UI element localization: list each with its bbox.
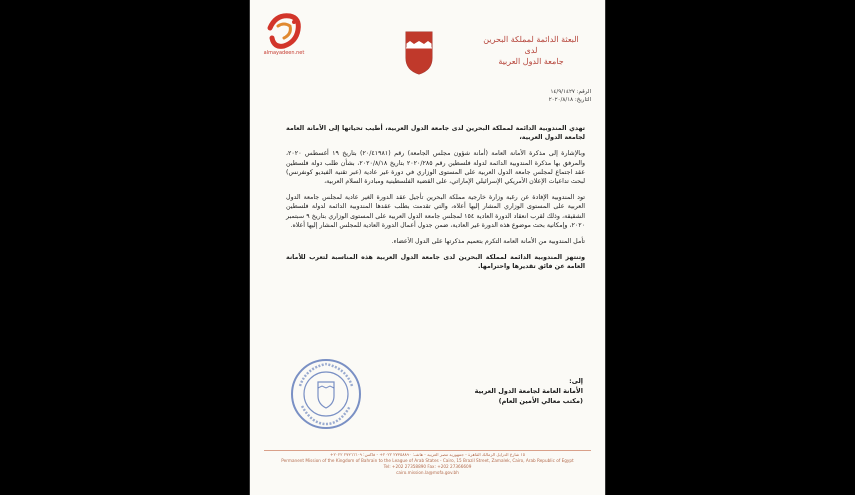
- intro-paragraph: تهدي المندوبية الدائمة لمملكة البحرين لدى جامعة الدول العربية، أطيب تحياتها إلى الأمانة العامة لجامعة الدول العربية،: [286, 125, 585, 142]
- paragraph-3: تأمل المندوبية من الأمانة العامة التكرم بتعميم مذكرتها على الدول الأعضاء.: [391, 238, 585, 246]
- bahrain-coat-of-arms-icon: [402, 30, 436, 76]
- almayadeen-logo-icon: [264, 8, 304, 66]
- org-line-3: جامعة الدول العربية: [498, 57, 564, 66]
- footer-address-arabic: ١٥ شارع الدرايل الزمالك القاهرة - جمهورية مصر العربية - هاتف: ٢٧٣٥٨٨٩٠ ٢٠٢٢+ - فاكس: ٢٧٣٦٦٦٠٩ ٢٠٢٢+: [329, 452, 526, 457]
- recipient-line-2: (مكتب معالي الأمين العام): [498, 397, 583, 405]
- org-line-1: البعثة الدائمة لمملكة البحرين: [483, 35, 579, 44]
- to-label: إلى:: [569, 377, 583, 385]
- letter-date: التاريخ: ٢٠٢٠/٨/١٨: [548, 97, 591, 103]
- footer-email: cairo.mission.la@mofa.gov.bh: [396, 470, 459, 475]
- letter-footer: [264, 452, 591, 476]
- official-seal-stamp-icon: [288, 356, 364, 432]
- organization-name: [471, 34, 591, 67]
- closing-block: [383, 376, 583, 406]
- footer-divider: [264, 450, 591, 451]
- watermark-caption: almayadeen.net: [263, 50, 305, 56]
- footer-contact: Tel: +202 27358890 Fax: +202 27366609: [383, 464, 472, 469]
- letter-page: [250, 0, 605, 495]
- paragraph-1: وبالإشارة إلى مذكرة الأمانة العامة (أمانة شؤون مجلس الجامعة) رقم (٢٠/٤١٩٨١) بتاريخ ١٩ أغسطس ٢٠٢٠، والمرفق بها مذكرة المندوبية الدائمة لدولة فلسطين رقم ٢٠٢٠/٢٨٥ بتاريخ ٢٠٢٠/٨/١٨، بشأن طلب دولة فلسطين عقد اجتماع لمجلس جامعة الدول العربية على المستوى الوزاري في دورة غير عادية (عبر تقنية الفيديو كونفرنس) لبحث تداعيات الإعلان الأمريكي الإسرائيلي الإماراتي، على القضية الفلسطينية ومبادرة السلام العربية،: [286, 150, 585, 186]
- letter-body: [286, 124, 585, 279]
- footer-address-english: Permanent Mission of the Kingdom of Bahrain to the League of Arab States - Cairo, 15 Brazil Street, Zamalek, Cairo, Arab Republic of Egypt: [281, 458, 574, 463]
- reference-block: [451, 88, 591, 104]
- org-line-2: لدى: [524, 46, 538, 55]
- recipient-line-1: الأمانة العامة لجامعة الدول العربية: [474, 387, 583, 395]
- reference-number: الرقم: ١٤/٩/١٤٢٧: [550, 89, 591, 95]
- paragraph-2: تود المندوبية الإفادة عن رغبة وزارة خارجية مملكة البحرين تأجيل عقد الدورة الغير عادية لمجلس جامعة الدول العربية على المستوى الوزاري المشار إليها أعلاه، والتي تقدمت بطلب عقدها المندوبية الدائمة لدولة فلسطين الشقيقة، وذلك لقرب انعقاد الدورة العادية ١٥٤ لمجلس جامعة الدول العربية على المستوى الوزاري بتاريخ ٩ سبتمبر ٢٠٢٠، وإمكانية بحث موضوع هذه الدورة غير العادية، ضمن جدول أعمال الدورة العادية للمجلس المشار إليها أعلاه.: [286, 194, 586, 229]
- paragraph-4: وتنتهز المندوبية الدائمة لمملكة البحرين لدى جامعة الدول العربية هذه المناسبة لتعرب للأمانة العامة عن فائق تقديرها واحترامها.: [286, 254, 585, 271]
